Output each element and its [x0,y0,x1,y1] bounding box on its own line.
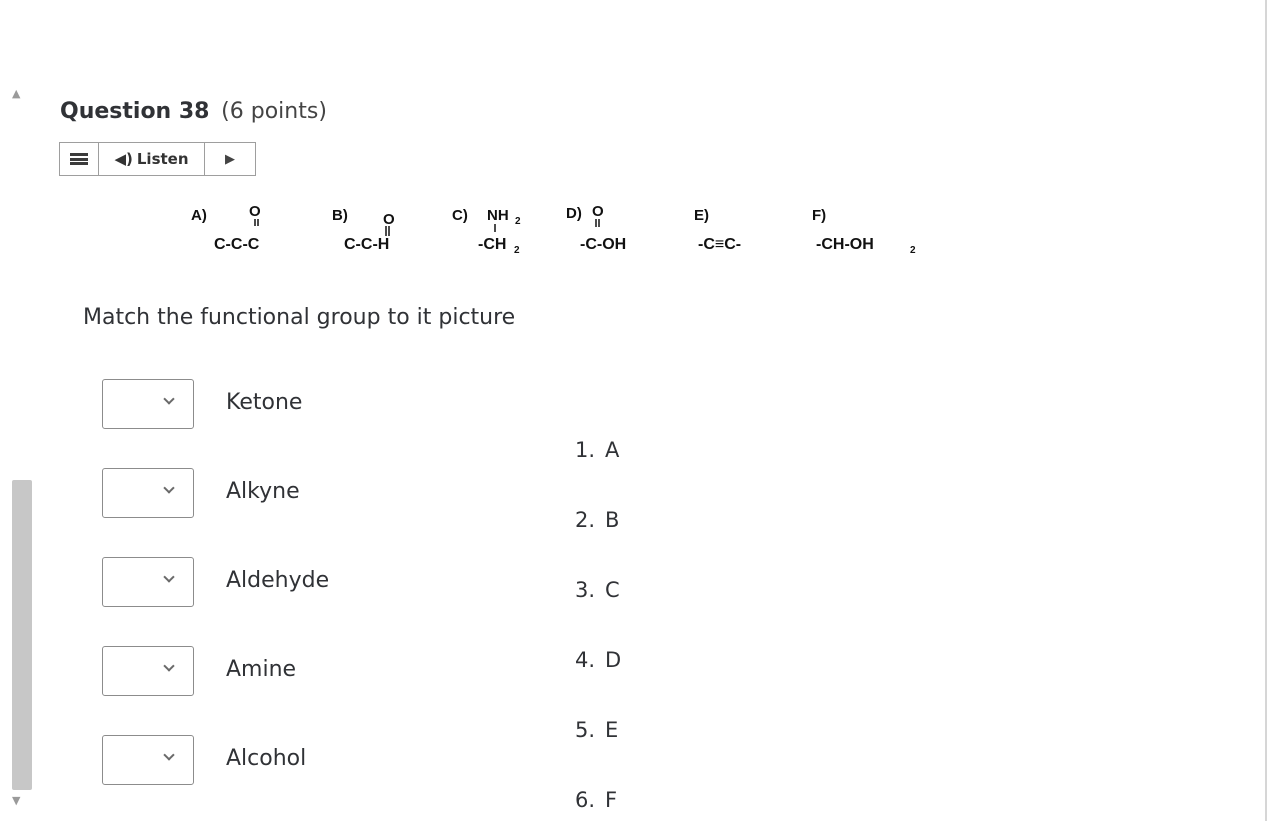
structure-b [332,207,395,253]
structure-a-label: A) [191,207,207,224]
answer-option [575,788,617,812]
structure-e-label: E) [694,207,709,224]
question-points: (6 points) [221,99,327,124]
structure-c-amine: NH [487,207,509,224]
structure-d-oxygen: O [592,203,604,220]
answer-number: 4. [575,648,596,672]
structure-a-formula: C-C-C [214,236,260,253]
match-dropdown[interactable] [102,735,194,785]
question-number: Question 38 [60,99,210,124]
listen-button[interactable] [99,143,205,175]
functional-group-structures [178,186,930,268]
listen-label: Listen [136,150,189,168]
structure-f-formula: -CH-OH [816,236,874,253]
structure-c-formula: -CH [478,236,507,253]
structure-b-oxygen: O [383,211,395,228]
answer-letter: B [605,508,620,532]
match-dropdown[interactable] [102,557,194,607]
menu-button[interactable] [60,143,99,175]
chevron-down-icon [163,393,174,404]
match-item-label: Ketone [226,390,303,415]
scroll-up-icon[interactable]: ▲ [12,87,21,100]
answer-letter: F [605,788,618,812]
match-item-label: Aldehyde [226,568,330,593]
structure-d [566,203,626,253]
structure-a-oxygen: O [249,203,261,220]
answer-number: 5. [575,718,596,742]
match-item-label: Alcohol [226,746,307,771]
speaker-icon: ◀) [114,150,133,168]
match-item-label: Alkyne [226,479,300,504]
match-dropdown[interactable] [102,379,194,429]
answer-number: 3. [575,578,596,602]
answer-option [575,578,620,602]
answer-option [575,508,619,532]
chevron-down-icon [163,660,174,671]
answer-number: 6. [575,788,596,812]
structure-b-formula: C-C-H [344,236,390,253]
match-dropdown[interactable] [102,468,194,518]
structure-d-formula: -C-OH [580,236,627,253]
menu-icon [70,153,88,165]
structure-f-subscript: 2 [910,245,916,256]
question-title [60,99,327,124]
match-dropdown[interactable] [102,646,194,696]
chevron-down-icon [163,749,174,760]
structure-f [812,207,916,256]
structure-e [694,207,741,253]
structure-b-label: B) [332,207,348,224]
answer-option [575,718,618,742]
answer-letter: C [605,578,620,602]
structure-c-label: C) [452,207,468,224]
structure-c-subscript: 2 [515,216,521,227]
answer-number: 1. [575,438,596,462]
chevron-down-icon [163,571,174,582]
answer-letter: A [605,438,620,462]
answer-option [575,438,619,462]
structure-e-formula: -C≡C- [698,236,742,253]
structure-f-label: F) [812,207,827,224]
structure-d-label: D) [566,205,582,222]
scrollbar-thumb[interactable] [12,480,32,790]
chevron-down-icon [163,482,174,493]
answer-number: 2. [575,508,596,532]
structure-a [191,203,261,253]
scroll-down-icon[interactable]: ▼ [12,794,21,807]
structure-c [452,207,521,256]
match-item-label: Amine [226,657,297,682]
structure-c-subscript-2: 2 [514,245,520,256]
instruction-text: Match the functional group to it picture [83,305,516,330]
play-icon: ▶ [225,151,235,167]
listen-toolbar [59,142,256,176]
answer-option [575,648,621,672]
answer-letter: D [605,648,622,672]
answer-letter: E [605,718,619,742]
play-button[interactable] [205,143,255,175]
